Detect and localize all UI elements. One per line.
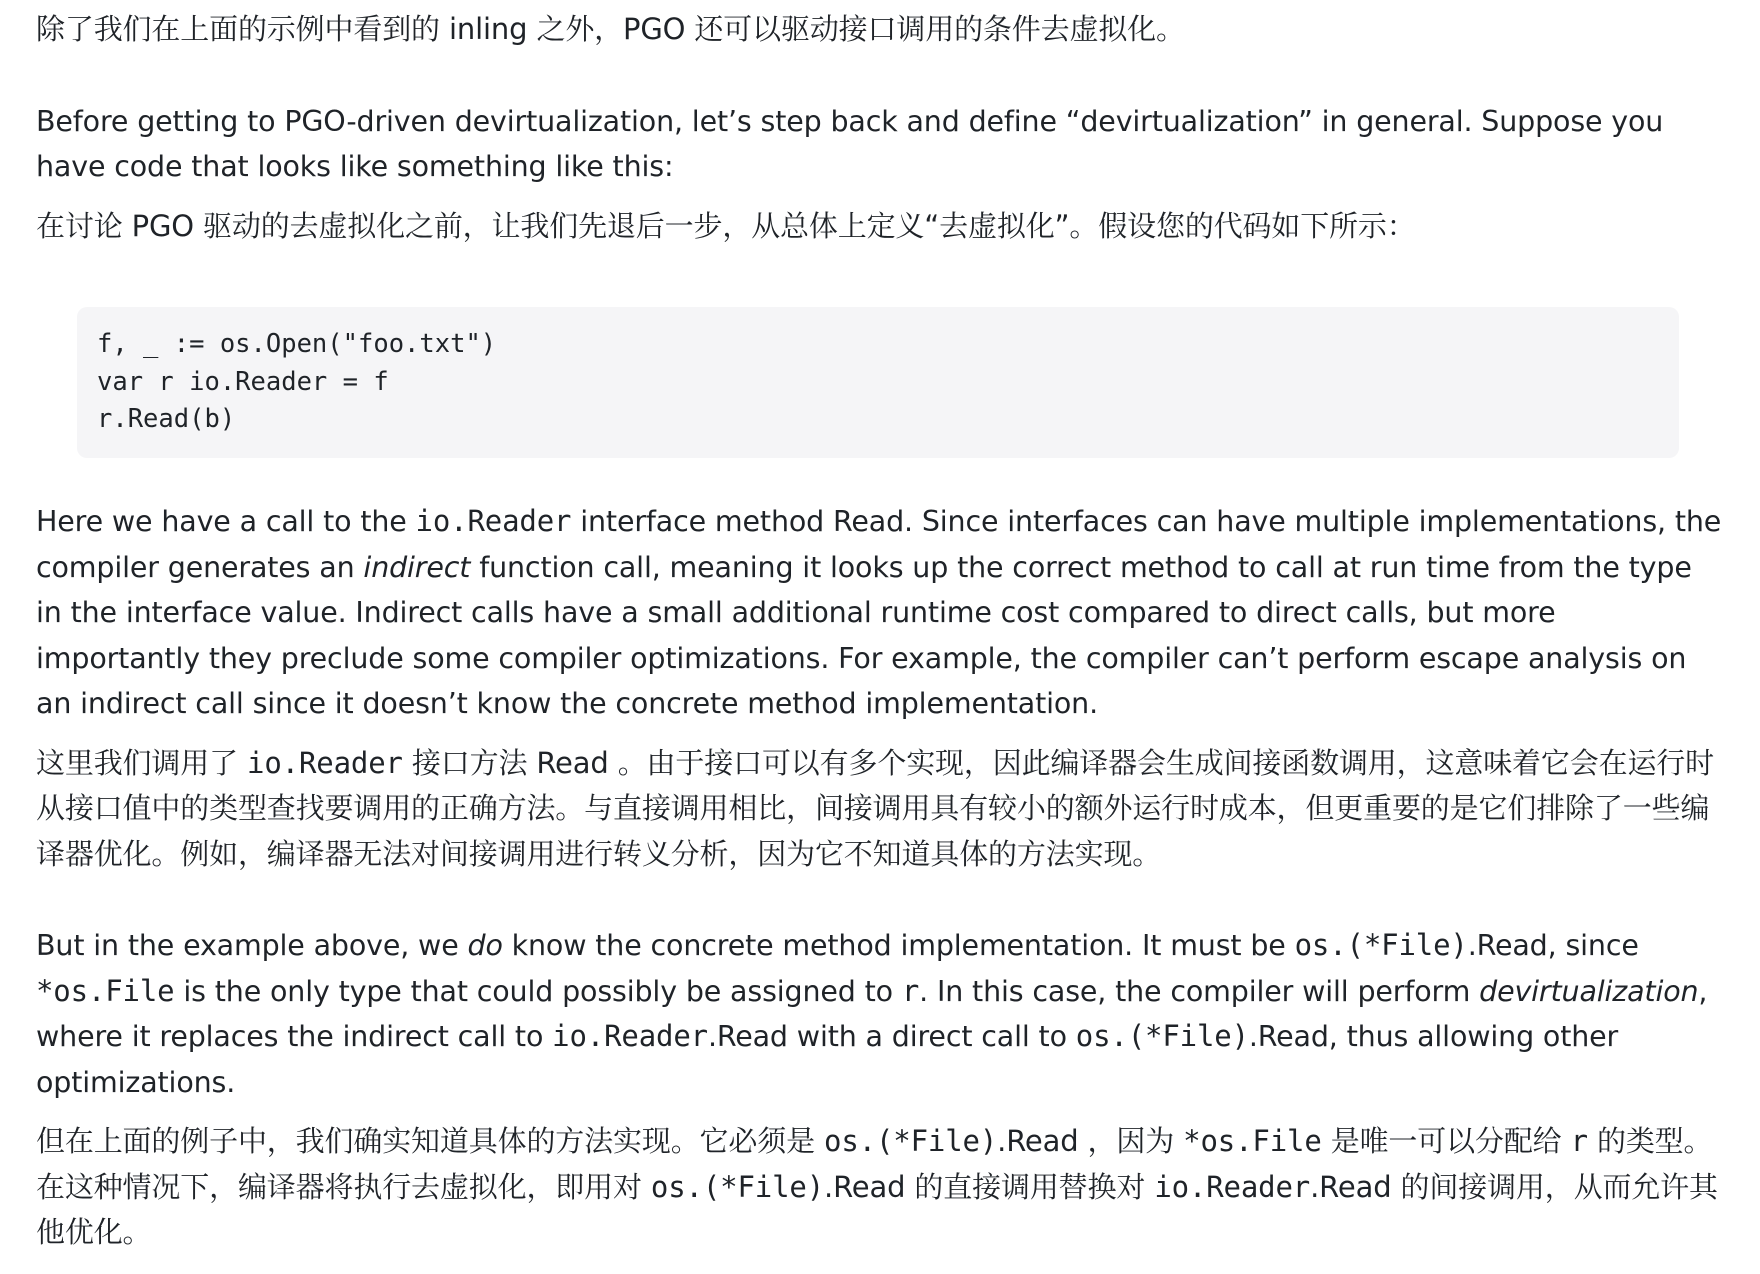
inline-code: os.(*File) — [824, 1124, 998, 1158]
inline-code: io.Reader — [552, 1019, 708, 1053]
code-line: f, _ := os.Open("foo.txt") — [97, 329, 497, 359]
paragraph-devirtualization-en: But in the example above, we do know the concrete method implementation. It must be os.(*File).Read, since *os.File is the only type that could possibly be assigned to r. In this case, the compiler will perform devirtualization, where it replaces the indirect call to io.Reader.Read with a direct call to os.(*File).Read, thus allowing other optimizations. — [36, 928, 1708, 1099]
inline-code: io.Reader — [1154, 1169, 1311, 1204]
emphasis: indirect — [363, 550, 471, 584]
paragraph-devirt-intro-zh: 在讨论 PGO 驱动的去虚拟化之前，让我们先退后一步，从总体上定义“去虚拟化”。假设您的代码如下所示： — [36, 208, 1416, 243]
paragraph-devirt-intro-en: Before getting to PGO-driven devirtualization, let’s step back and define “devirtualization” in general. Suppose you have code that looks like something like this: — [36, 104, 1664, 183]
paragraph-indirect-call-en: Here we have a call to the io.Reader interface method Read. Since interfaces can have multiple implementations, the compiler generates an indirect function call, meaning it looks up the correct method to call at run time from the type in the interface value. Indirect calls have a small additional runtime cost compared to direct calls, but more importantly they preclude some compiler optimizations. For example, the compiler can’t perform escape analysis on an indirect call since it doesn’t know the concrete method implementation. — [36, 504, 1722, 720]
paragraph-indirect-call-zh: 这里我们调用了 io.Reader 接口方法 Read 。由于接口可以有多个实现，因此编译器会生成间接函数调用，这意味着它会在运行时从接口值中的类型查找要调用的正确方法。与直接调用相比，间接调用具有较小的额外运行时成本，但更重要的是它们排除了一些编译器优化。例如，编译器无法对间接调用进行转义分析，因为它不知道具体的方法实现。 — [36, 745, 1715, 871]
code-line: var r io.Reader = f — [97, 366, 389, 397]
inline-code: r — [901, 973, 920, 1008]
inline-code: os.(*File) — [650, 1169, 825, 1204]
emphasis: devirtualization — [1479, 974, 1699, 1008]
paragraph-intro-zh: 除了我们在上面的示例中看到的 inling 之外，PGO 还可以驱动接口调用的条件去虚拟化。 — [36, 12, 1185, 46]
emphasis: do — [467, 929, 503, 962]
inline-code: *os.File — [1183, 1124, 1322, 1158]
inline-code: io.Reader — [247, 745, 403, 780]
inline-code: io.Reader — [415, 504, 572, 538]
paragraph-devirtualization-zh: 但在上面的例子中，我们确实知道具体的方法实现。它必须是 os.(*File).Read ，因为 *os.File 是唯一可以分配给 r 的类型。在这种情况下，编译器将执行去虚拟化，即用对 os.(*File).Read 的直接调用替换对 io.Reader.Read 的间接调用，从而允许其他优化。 — [36, 1124, 1718, 1249]
inline-code: *os.File — [36, 973, 175, 1008]
inline-code: os.(*File) — [1294, 928, 1468, 962]
code-line: r.Read(b) — [97, 404, 236, 434]
inline-code: r — [1570, 1124, 1588, 1158]
code-block — [77, 307, 1679, 458]
inline-code: os.(*File) — [1075, 1019, 1249, 1053]
